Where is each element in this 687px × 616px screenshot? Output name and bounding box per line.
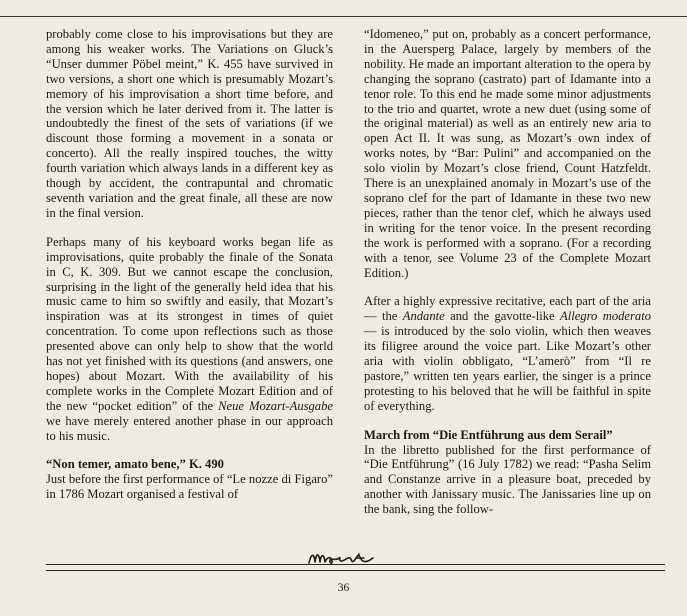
left-paragraph-1: probably come close to his improvisations but they are among his weaker works. The Variations on Gluck’s “Unser dummer Pöbel meint,” K. 455 have survived in two versions, a short one which is presumably Mozart’s memory of his improvisation a short time before, and the version which he later derived from it. The latter is undoubtedly the finest of the sets of variations (if we discount those forming a movement in a sonata or concerto). All the really inspired touches, the witty fourth variation which always lands in a different key as though by accident, the contrapuntal and chromatic seventh variation and the great finale, all these are now in the final version.	[46, 27, 333, 220]
top-rule	[0, 16, 687, 17]
left-paragraph-2: Perhaps many of his keyboard works began life as improvisations, quite probably the finale of the Sonata in C, K. 309. But we cannot escape the conclusion, surprising in the light of the generally held idea that his music came to him so swiftly and easily, that Mozart’s inspiration was at its strongest in times of quiet concentration. To come upon reflections such as those presented above can only help to show that the world has not yet finished with its questions (and answers, one hopes) about Mozart. With the availability of his complete works in the Complete Mozart Edition and of the new “pocket edition” of the Neue Mozart-Ausgabe we have merely entered another phase in our approach to his music.	[46, 234, 333, 443]
left-paragraph-3: Just before the first performance of “Le nozze di Figaro” in 1786 Mozart organised a festival of	[46, 472, 333, 502]
footer-rule-upper	[46, 564, 665, 565]
section-heading-march: March from “Die Entführung aus dem Serail”	[364, 427, 613, 442]
section-heading-k490: “Non temer, amato bene,” K. 490	[46, 457, 224, 472]
neue-mozart-ausgabe-title: Neue Mozart-Ausgabe	[218, 398, 333, 413]
right-paragraph-1: “Idomeneo,” put on, probably as a concert performance, in the Auersperg Palace, largely by members of the nobility. He made an important alteration to the opera by changing the soprano (castrato) part of Idamante into a tenor role. To this end he made some minor adjustments to the trio and quartet, wrote a new duet (using some of the original material) as well as an entirely new aria to open Act II. It was sung, as Mozart’s own index of works notes, by “Bar: Pulini” and accompanied on the solo violin by Mozart’s close friend, Count Hatzfeldt. There is an unexplained anomaly in Mozart’s use of the soprano clef for the part of Idamante in these two new pieces, rather than the tenor clef, which he always used in writing for the tenor voice. In the present recording the work is performed with a soprano. (For a recording with a tenor, see Volume 23 of the Complete Mozart Edition.)	[364, 27, 651, 280]
footer-rule-lower	[46, 570, 665, 571]
left-column	[46, 27, 333, 502]
page-number: 36	[337, 582, 350, 594]
right-paragraph-3: In the libretto published for the first performance of “Die Entführung” (16 July 1782) we read: “Pasha Selim and Constanze arrive in a pleasure boat, preceded by another with Janissary music. The Janissaries line up on the bank, sing the follow-	[364, 442, 651, 517]
right-column	[364, 27, 651, 517]
right-paragraph-2: After a highly expressive recitative, each part of the aria — the Andante and the gavotte-like Allegro moderato — is introduced by the solo violin, which then weaves its filigree around the voice part. Like Mozart’s other aria with violin obbligato, “L’amerò” from “Il re pastore,” written ten years earlier, the singer is a prince protesting to his beloved that he will be faithful in spite of everything.	[364, 294, 652, 413]
